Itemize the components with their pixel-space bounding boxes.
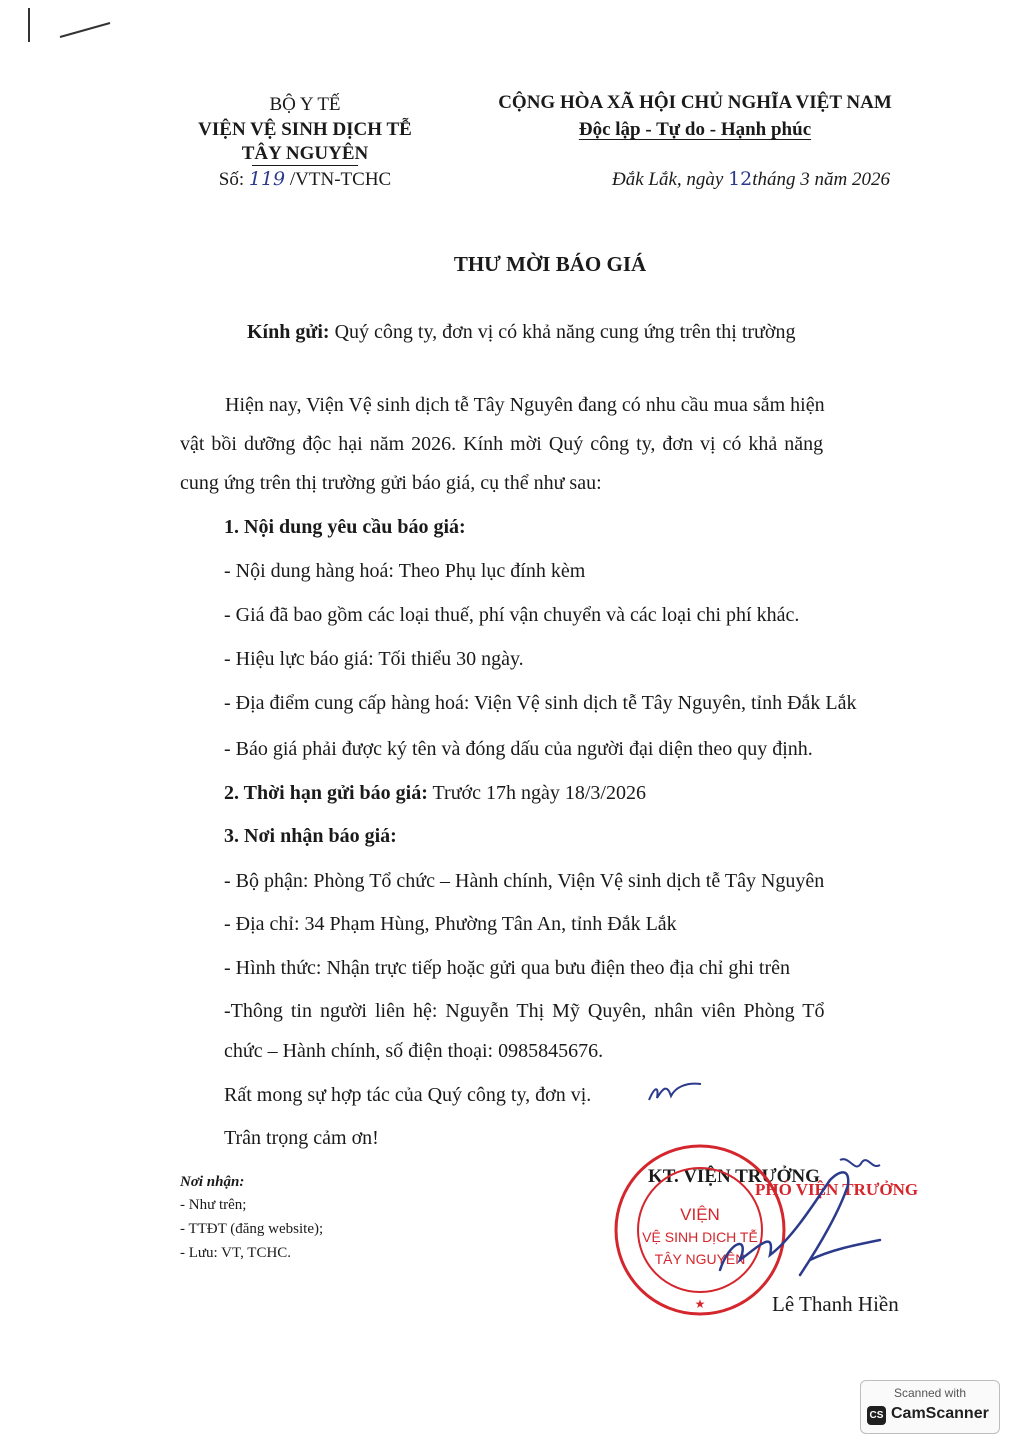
institute-name-line1: VIỆN VỆ SINH DỊCH TỄ (198, 119, 412, 140)
scanner-brand: CamScanner (891, 1405, 989, 1422)
section1-item-1: - Nội dung hàng hoá: Theo Phụ lục đính kèm (224, 560, 586, 582)
section3-item-1: - Bộ phận: Phòng Tổ chức – Hành chính, Viện Vệ sinh dịch tễ Tây Nguyên (224, 870, 825, 892)
institute-name-line2: TÂY NGUYÊN (241, 143, 369, 164)
contact-line-1: -Thông tin người liên hệ: Nguyễn Thị Mỹ Quyên, nhân viên Phòng Tổ (224, 1000, 825, 1022)
intro-line-2: vật bồi dưỡng độc hại năm 2026. Kính mời Quý công ty, đơn vị có khả năng (180, 433, 824, 455)
republic-name: CỘNG HÒA XÃ HỘI CHỦ NGHĨA VIỆT NAM (498, 92, 892, 113)
stamp-text-2: VỆ SINH DỊCH TỄ (642, 1229, 758, 1245)
section1-item-5: - Báo giá phải được ký tên và đóng dấu của người đại diện theo quy định. (224, 738, 813, 760)
initials-mark (645, 1078, 705, 1108)
closing-line-1: Rất mong sự hợp tác của Quý công ty, đơn vị. (224, 1084, 592, 1106)
signature-role: KT. VIỆN TRƯỞNG (648, 1166, 820, 1187)
camscanner-watermark (860, 1380, 1000, 1434)
document-number: Số: 119 /VTN-TCHC (218, 168, 392, 190)
section3-item-2: - Địa chỉ: 34 Phạm Hùng, Phường Tân An, tỉnh Đắk Lắk (224, 913, 677, 935)
place-date: Đắk Lắk, ngày 12tháng 3 năm 2026 (612, 168, 891, 190)
recipient-item-1: - Như trên; (180, 1197, 247, 1213)
recipients-label: Nơi nhận: (180, 1174, 245, 1190)
document-number-handwritten: 119 (248, 168, 286, 190)
handwritten-signature (690, 1150, 890, 1300)
scan-pen-stroke (55, 15, 115, 45)
institute-underline (252, 165, 358, 166)
stamp-text-3: TÂY NGUYÊN (654, 1251, 746, 1267)
recipient-item-2: - TTĐT (đăng website); (180, 1221, 324, 1237)
stamp-text-1: VIỆN (680, 1205, 720, 1224)
camscanner-logo-icon: CS (867, 1406, 886, 1425)
section2-deadline: 2. Thời hạn gửi báo giá: Trước 17h ngày 18/3/2026 (224, 782, 646, 804)
intro-line-3: cung ứng trên thị trường gửi báo giá, cụ thể như sau: (180, 472, 602, 494)
section3-heading: 3. Nơi nhận báo giá: (224, 825, 397, 847)
signature-deputy: PHÓ VIỆN TRƯỞNG (755, 1180, 919, 1199)
scan-edge-mark (28, 8, 30, 42)
document-title: THƯ MỜI BÁO GIÁ (453, 252, 647, 276)
section3-item-3: - Hình thức: Nhận trực tiếp hoặc gửi qua bưu điện theo địa chỉ ghi trên (224, 957, 790, 979)
signer-name: Lê Thanh Hiền (772, 1292, 899, 1316)
svg-text:★: ★ (694, 1297, 706, 1311)
ministry-name: BỘ Y TẾ (269, 94, 341, 115)
scanner-caption: Scanned with (893, 1386, 967, 1400)
recipient-item-3: - Lưu: VT, TCHC. (180, 1245, 292, 1261)
national-motto: Độc lập - Tự do - Hạnh phúc (578, 119, 812, 140)
closing-line-2: Trân trọng cảm ơn! (224, 1127, 379, 1149)
intro-line-1: Hiện nay, Viện Vệ sinh dịch tễ Tây Nguyên đang có nhu cầu mua sắm hiện (225, 394, 825, 416)
salutation: Kính gửi: Quý công ty, đơn vị có khả năng cung ứng trên thị trường (247, 321, 796, 343)
section1-item-4: - Địa điểm cung cấp hàng hoá: Viện Vệ sinh dịch tễ Tây Nguyên, tỉnh Đắk Lắk (224, 692, 857, 714)
section1-item-3: - Hiệu lực báo giá: Tối thiểu 30 ngày. (224, 648, 524, 670)
section1-item-2: - Giá đã bao gồm các loại thuế, phí vận chuyển và các loại chi phí khác. (224, 604, 800, 626)
section1-heading: 1. Nội dung yêu cầu báo giá: (224, 516, 466, 538)
contact-line-2: chức – Hành chính, số điện thoại: 0985845676. (224, 1040, 604, 1062)
date-day-handwritten: 12 (728, 168, 753, 190)
